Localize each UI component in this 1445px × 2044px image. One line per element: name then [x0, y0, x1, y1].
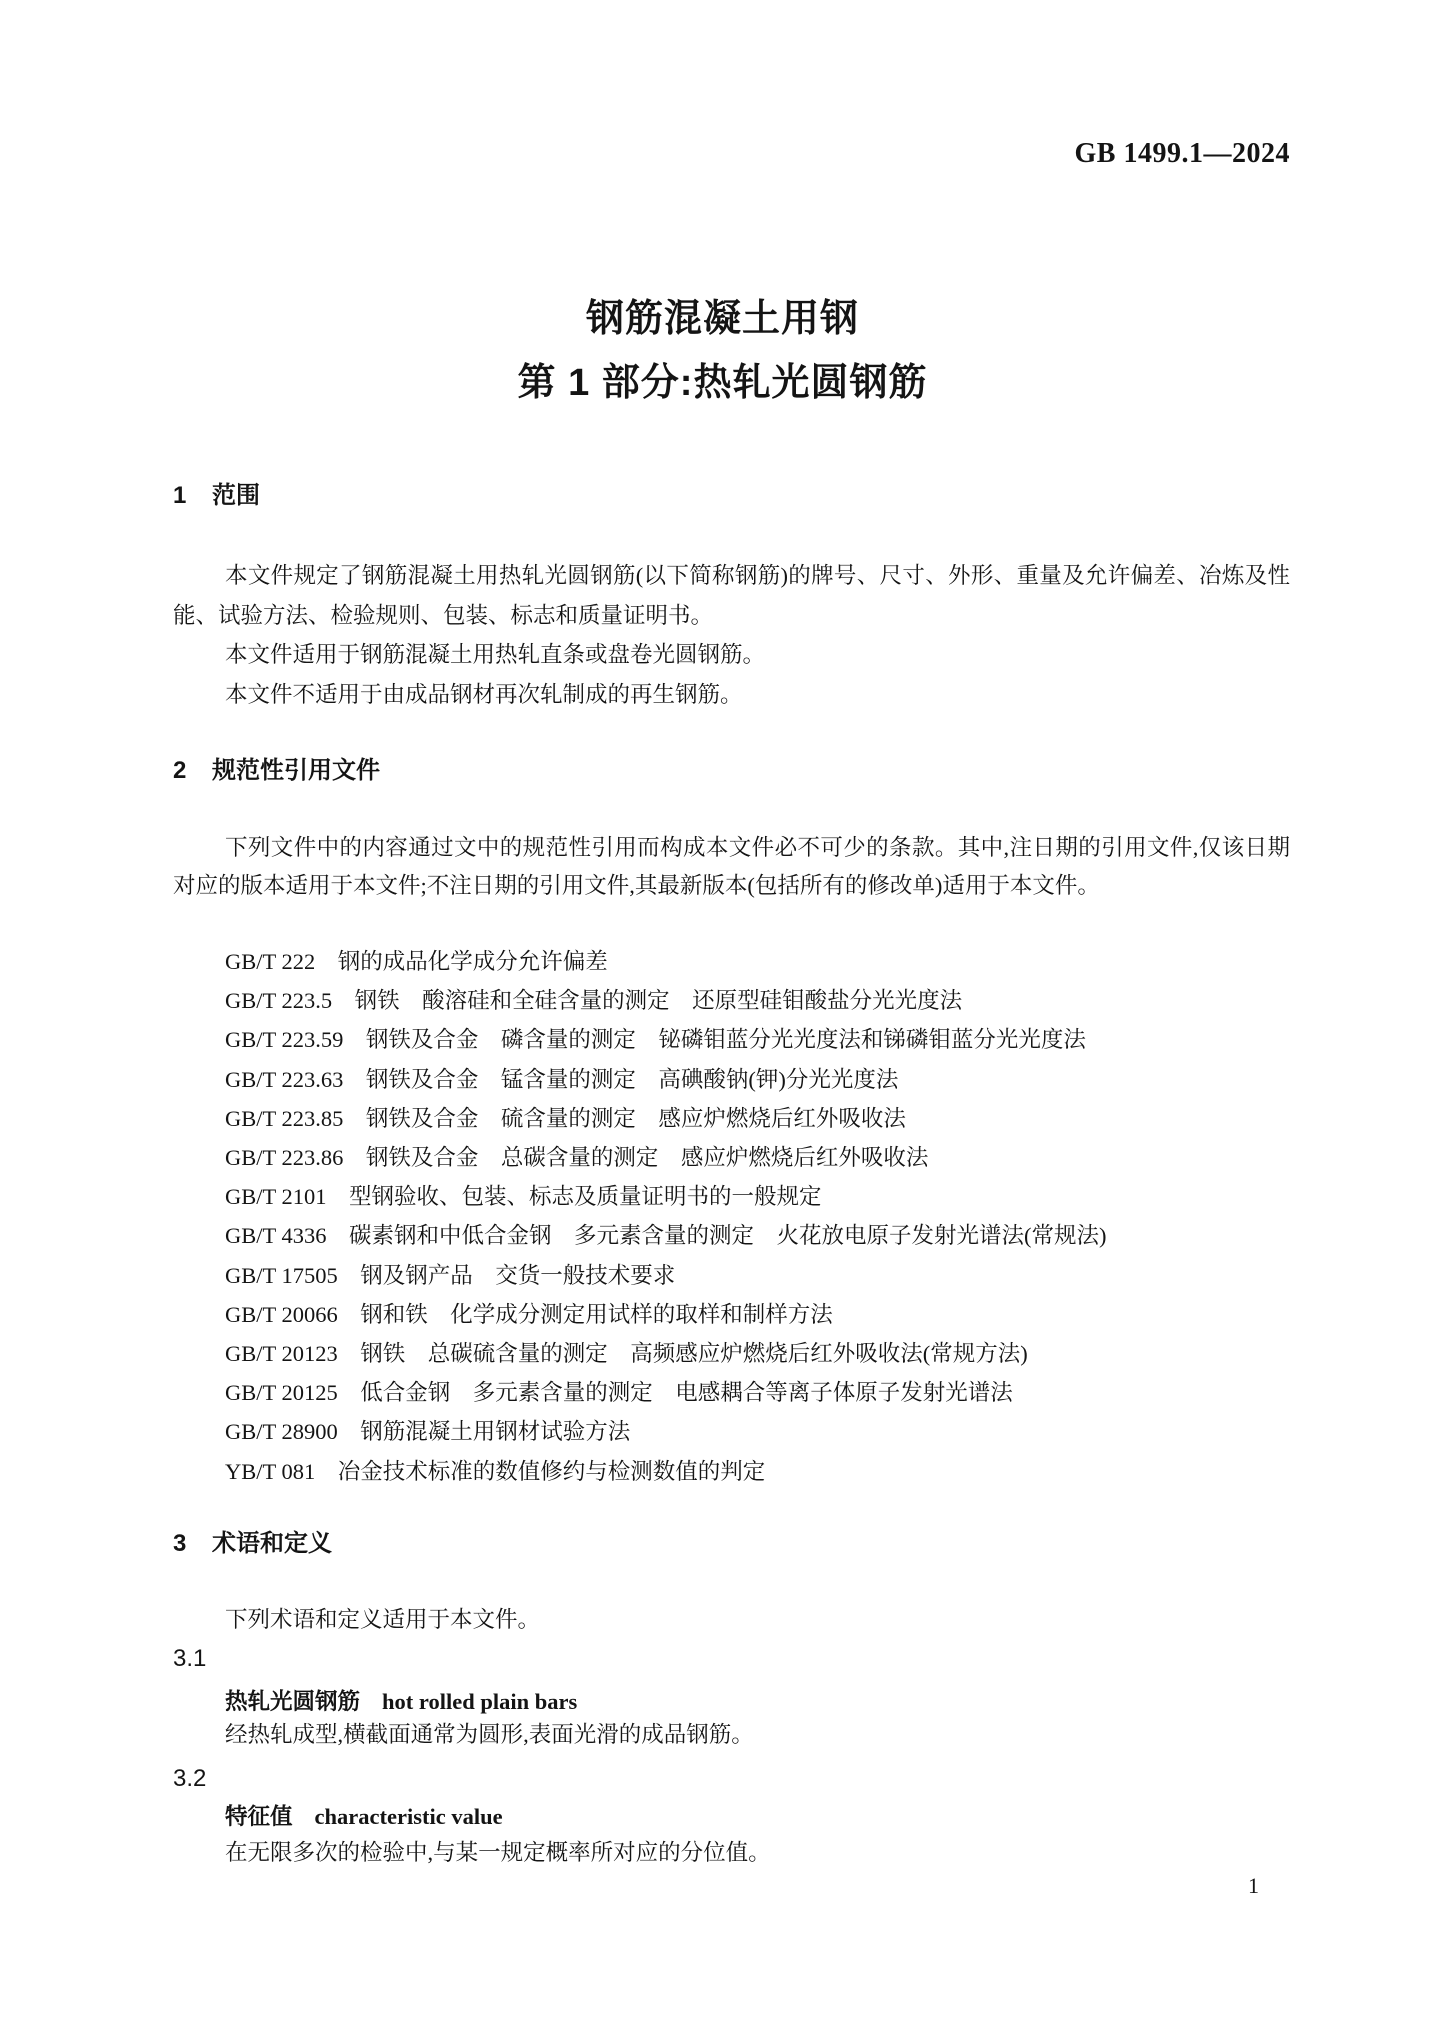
term-3-2-name-en: characteristic value	[314, 1804, 503, 1829]
doc-title-line2: 第 1 部分:热轧光圆钢筋	[517, 362, 928, 404]
clause1-number: 1	[173, 482, 187, 509]
doc-title-line1: 钢筋混凝土用钢	[585, 298, 859, 340]
clause2-heading	[173, 756, 1290, 786]
normative-reference-list	[173, 942, 1290, 1491]
reference-item: GB/T 17505 钢及钢产品 交货一般技术要求	[225, 1262, 676, 1288]
reference-item: GB/T 28900 钢筋混凝土用钢材试验方法	[225, 1419, 631, 1445]
reference-item: GB/T 20123 钢铁 总碳硫含量的测定 高频感应炉燃烧后红外吸收法(常规方法)	[225, 1341, 1028, 1367]
clause1-paragraph-3: 本文件不适用于由成品钢材再次轧制成的再生钢筋。	[225, 681, 743, 707]
reference-item: GB/T 223.59 钢铁及合金 磷含量的测定 铋磷钼蓝分光光度法和锑磷钼蓝分光光度法	[225, 1027, 1086, 1053]
term-3-1-id: 3.1	[173, 1645, 207, 1672]
reference-item: GB/T 4336 碳素钢和中低合金钢 多元素含量的测定 火花放电原子发射光谱法(常规法)	[225, 1223, 1107, 1249]
doc-title	[0, 287, 1445, 415]
reference-item: GB/T 223.85 钢铁及合金 硫含量的测定 感应炉燃烧后红外吸收法	[225, 1105, 906, 1131]
clause1-paragraph-2: 本文件适用于钢筋混凝土用热轧直条或盘卷光圆钢筋。	[225, 642, 766, 667]
term-3-2-id: 3.2	[173, 1765, 207, 1792]
clause3-number: 3	[173, 1530, 187, 1557]
clause3-heading	[173, 1529, 1290, 1559]
reference-item: GB/T 20066 钢和铁 化学成分测定用试样的取样和制样方法	[225, 1301, 833, 1327]
clause1-title: 范围	[212, 482, 260, 509]
clause2-intro	[173, 829, 1290, 905]
term-3-1-definition: 经热轧成型,横截面通常为圆形,表面光滑的成品钢筋。	[225, 1722, 754, 1747]
clause2-title: 规范性引用文件	[212, 757, 380, 784]
term-3-2-name-zh: 特征值	[225, 1804, 293, 1829]
reference-item: GB/T 2101 型钢验收、包装、标志及质量证明书的一般规定	[225, 1184, 822, 1210]
term-3-2-name	[173, 1802, 1290, 1832]
reference-item: YB/T 081 冶金技术标准的数值修约与检测数值的判定	[225, 1458, 766, 1484]
clause1-paragraph-1: 本文件规定了钢筋混凝土用热轧光圆钢筋(以下简称钢筋)的牌号、尺寸、外形、重量及允许偏差、冶炼及性能、试验方法、检验规则、包装、标志和质量证明书。	[173, 563, 1290, 628]
doc-number: GB 1499.1—2024	[1074, 138, 1290, 169]
clause2-intro-paragraph: 下列文件中的内容通过文中的规范性引用而构成本文件必不可少的条款。其中,注日期的引用文件,仅该日期对应的版本适用于本文件;不注日期的引用文件,其最新版本(包括所有的修改单)适用于本文件。	[173, 835, 1290, 898]
reference-item: GB/T 20125 低合金钢 多元素含量的测定 电感耦合等离子体原子发射光谱法	[225, 1380, 1013, 1406]
clause3-intro: 下列术语和定义适用于本文件。	[225, 1607, 541, 1632]
reference-item: GB/T 223.63 钢铁及合金 锰含量的测定 高碘酸钠(钾)分光光度法	[225, 1066, 899, 1092]
term-3-2-definition: 在无限多次的检验中,与某一规定概率所对应的分位值。	[225, 1840, 771, 1865]
clause1-heading	[173, 481, 1290, 511]
reference-item: GB/T 222 钢的成品化学成分允许偏差	[225, 949, 608, 974]
clause3-title: 术语和定义	[212, 1530, 332, 1557]
term-3-1-name	[173, 1687, 1290, 1717]
term-3-1-name-zh: 热轧光圆钢筋	[225, 1689, 361, 1714]
clause1-body	[173, 556, 1290, 714]
reference-item: GB/T 223.5 钢铁 酸溶硅和全硅含量的测定 还原型硅钼酸盐分光光度法	[225, 988, 963, 1014]
reference-item: GB/T 223.86 钢铁及合金 总碳含量的测定 感应炉燃烧后红外吸收法	[225, 1145, 929, 1171]
clause2-number: 2	[173, 757, 187, 784]
page-number: 1	[1248, 1873, 1259, 1898]
term-3-1-name-en: hot rolled plain bars	[382, 1689, 578, 1714]
